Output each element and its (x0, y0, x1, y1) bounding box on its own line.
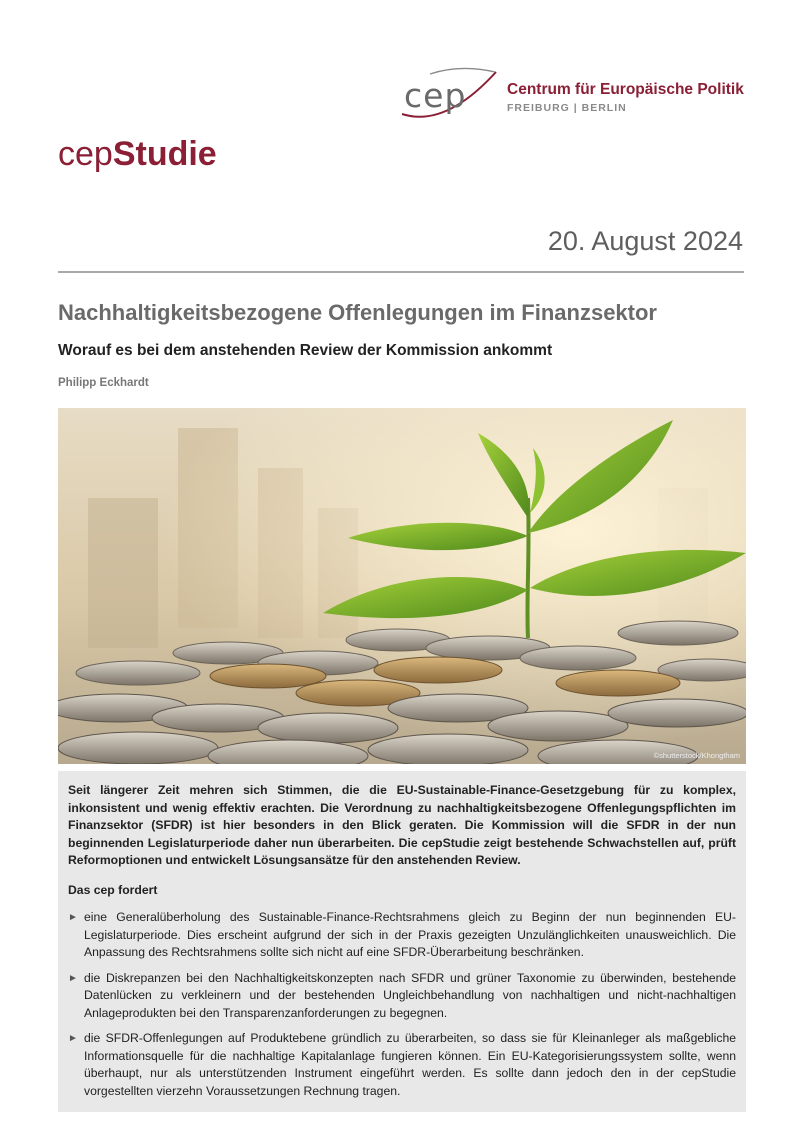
brand-suffix: Studie (112, 135, 217, 173)
cover-image (58, 408, 746, 764)
logo-text: cep (404, 76, 467, 115)
publication-date: 20. August 2024 (547, 226, 743, 256)
image-credit: ©shutterstock/Khongtham (653, 751, 740, 760)
list-item (68, 1030, 736, 1100)
demands-heading: Das cep fordert (68, 883, 158, 897)
org-location: FREIBURG | BERLIN (507, 102, 627, 114)
list-item (68, 970, 736, 1023)
page-title: Nachhaltigkeitsbezogene Offenlegungen im Finanzsektor (58, 300, 657, 325)
org-name: Centrum für Europäische Politik (507, 81, 744, 98)
triangle-bullet-icon: ► (68, 1033, 78, 1044)
page-subtitle: Worauf es bei dem anstehenden Review der Kommission ankommt (58, 342, 553, 359)
demand-text: die SFDR-Offenlegungen auf Produktebene gründlich zu überarbeiten, so dass sie für Kleinanleger als maßgebliche Informationsquelle für die nachhaltige Kapitalanlage fungieren können. Ein EU-Kategorisierungssystem sollte, wenn überhaupt, nur als unterstützenden Instrument eingeführt werden. Es sollte dann jedoch den in der cepStudie vorgestellten vierzehn Voraussetzungen Rechnung tragen. (84, 1031, 736, 1098)
demand-text: die Diskrepanzen bei den Nachhaltigkeitskonzepten nach SFDR und grüner Taxonomie zu überwinden, bestehende Datenlücken zu verkleinern und der bestehenden Ungleichbehandlung von nachhaltigen und nicht-nachhaltigen Anlageprodukten bei den Transparenzanforderungen zu begegnen. (84, 970, 736, 1020)
summary-intro: Seit längerer Zeit mehren sich Stimmen, die die EU-Sustainable-Finance-Gesetzgebung für zu komplex, inkonsistent und wenig effektiv erachten. Die Verordnung zu nachhaltigkeitsbezogene Offenlegungspflichten im Finanzsektor (SFDR) ist hier besonders in den Blick geraten. Die Kommission will die SFDR in der nun beginnenden Legislaturperiode daher nun überarbeiten. Die cepStudie zeigt bestehende Schwachstellen auf, prüft Reformoptionen und entwickelt Lösungsansätze für den anstehenden Review. (68, 783, 736, 867)
demand-text: eine Generalüberholung des Sustainable-Finance-Rechtsrahmens gleich zu Beginn der nun beginnenden EU-Legislaturperiode. Dies erscheint aufgrund der sich in der Praxis gezeigten Unzulänglichkeiten unausweichlich. Die Anpassung des Rechtsrahmens sollte sich nicht auf eine SFDR-Überarbeitung beschränken. (84, 910, 736, 959)
summary-box (58, 771, 746, 1112)
triangle-bullet-icon: ► (68, 972, 78, 984)
seedling-coins-illustration (58, 408, 746, 764)
demands-list (68, 909, 736, 1108)
publication-brand (58, 135, 217, 174)
brand-prefix: cep (58, 135, 113, 173)
cep-logo (400, 66, 760, 126)
list-item (68, 909, 736, 962)
triangle-bullet-icon: ► (68, 912, 78, 923)
divider (58, 271, 744, 273)
author: Philipp Eckhardt (58, 377, 149, 389)
